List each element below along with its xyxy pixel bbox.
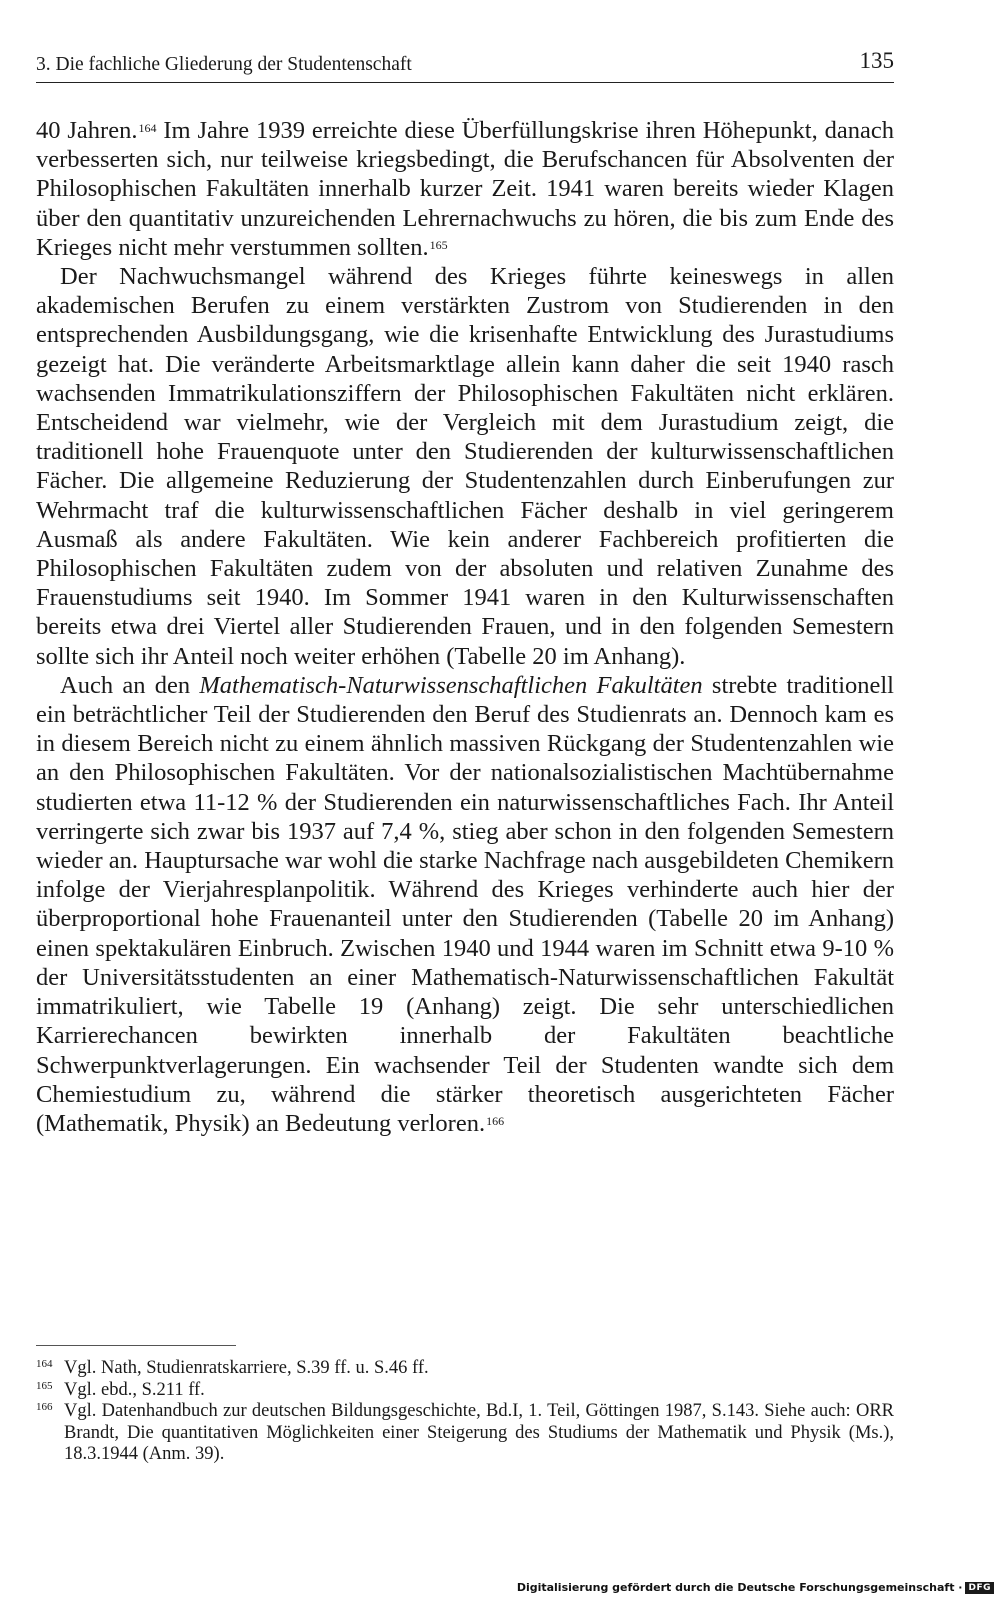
chapter-title: 3. Die fachliche Gliederung der Studentenschaft bbox=[36, 54, 412, 75]
footnote-number: 166 bbox=[36, 1401, 53, 1413]
page-number: 135 bbox=[859, 48, 894, 73]
paragraph-3 bbox=[36, 671, 894, 1138]
dfg-logo: DFG bbox=[965, 1582, 994, 1594]
faculty-name-italic: Mathematisch-Naturwissenschaftlichen Fakultäten bbox=[199, 671, 703, 699]
running-head bbox=[36, 50, 894, 83]
footnote-text: Vgl. ebd., S.211 ff. bbox=[64, 1379, 205, 1400]
footnote-number: 165 bbox=[36, 1379, 53, 1392]
footnote-rule bbox=[36, 1345, 236, 1346]
paragraph-1-text: Im Jahre 1939 erreichte diese Überfüllungskrise ihren Höhepunkt, danach verbesserten sich, nur teilweise kriegsbedingt, die Berufschancen für Absolventen der Philosophischen Fakultäten innerhalb kurzer Zeit. 1941 waren bereits wieder Klagen über den quantitativ unzureichenden Lehrernachwuchs zu hören, die bis zum Ende des Krieges nicht mehr verstummen sollten. bbox=[36, 117, 895, 261]
footnote-166 bbox=[36, 1401, 894, 1466]
footnote-ref-165: 165 bbox=[429, 237, 448, 252]
paragraph-1 bbox=[36, 116, 894, 262]
credit-text: Digitalisierung gefördert durch die Deutsche Forschungsgemeinschaft · bbox=[516, 1581, 963, 1594]
footnote-text: Vgl. Nath, Studienratskarriere, S.39 ff. u. S.46 ff. bbox=[64, 1358, 429, 1378]
footnote-number: 164 bbox=[36, 1358, 53, 1370]
main-text bbox=[36, 116, 894, 1138]
footnote-ref-164: 164 bbox=[138, 121, 157, 135]
paragraph-3-text: strebte traditionell ein beträchtlicher Teil der Studierenden den Beruf des Studienrats an. Dennoch kam es in diesem Bereich nicht zu einem ähnlich massiven Rückgang der Studentenzahlen wie an den Philosophischen Fakultäten. Vor der nationalsozialistischen Machtübernahme studierten etwa 11-12 % der Studierenden ein naturwissenschaftliches Fach. Ihr Anteil verringerte sich zwar bis 1937 auf 7,4 %, stieg aber schon in den folgenden Semestern wieder an. Hauptursache war wohl die starke Nachfrage nach ausgebildeten Chemikern infolge der Vierjahresplanpolitik. Während des Krieges verhinderte auch hier der überproportional hohe Frauenanteil unter den Studierenden (Tabelle 20 im Anhang) einen spektakulären Einbruch. Zwischen 1940 und 1944 waren im Schnitt etwa 9-10 % der Universitätsstudenten an einer Mathematisch-Naturwissenschaftlichen Fakultät immatrikuliert, wie Tabelle 19 (Anhang) zeigt. Die sehr unterschiedlichen Karrierechancen bewirkten innerhalb der Fakultäten beachtliche Schwerpunktverlagerungen. Ein wachsender Teil der Studenten wandte sich dem Chemiestudium zu, während die stärker theoretisch ausgerichteten Fächer (Mathematik, Physik) an Bedeutung verloren. bbox=[36, 671, 894, 1137]
footnote-text: Vgl. Datenhandbuch zur deutschen Bildungsgeschichte, Bd.I, 1. Teil, Göttingen 1987, S.143. Siehe auch: ORR Brandt, Die quantitativen Möglichkeiten einer Steigerung des Studiums der Mathematik und Physik (Ms.), 18.3.1944 (Anm. 39). bbox=[64, 1401, 894, 1464]
footnote-165 bbox=[36, 1380, 894, 1402]
footnote-164 bbox=[36, 1358, 894, 1380]
paragraph-1-start: 40 Jahren. bbox=[36, 117, 138, 144]
paragraph-3-start: Auch an den bbox=[60, 671, 200, 699]
digitization-credit bbox=[517, 1581, 994, 1594]
footnote-ref-166: 166 bbox=[486, 1113, 505, 1128]
footnotes bbox=[36, 1345, 894, 1466]
paragraph-2: Der Nachwuchsmangel während des Krieges führte keineswegs in allen akademischen Berufen zu einem verstärkten Zustrom von Studierenden in den entsprechenden Ausbildungsgang, wie die krisenhafte Entwicklung des Jurastudiums gezeigt hat. Die veränderte Arbeitsmarktlage allein kann daher die seit 1940 rasch wachsenden Immatrikulationsziffern der Philosophischen Fakultäten nicht erklären. Entscheidend war vielmehr, wie der Vergleich mit dem Jurastudium zeigt, die traditionell hohe Frauenquote unter den Studierenden der kulturwissenschaftlichen Fächer. Die allgemeine Reduzierung der Studentenzahlen durch Einberufungen zur Wehrmacht traf die kulturwissenschaftlichen Fächer deshalb in viel geringerem Ausmaß als andere Fakultäten. Wie kein anderer Fachbereich profitierten die Philosophischen Fakultäten zudem von der absoluten und relativen Zunahme des Frauenstudiums seit 1940. Im Sommer 1941 waren in den Kulturwissenschaften bereits etwa drei Viertel aller Studierenden Frauen, und in den folgenden Semestern sollte sich ihr Anteil noch weiter erhöhen (Tabelle 20 im Anhang). bbox=[36, 263, 894, 670]
